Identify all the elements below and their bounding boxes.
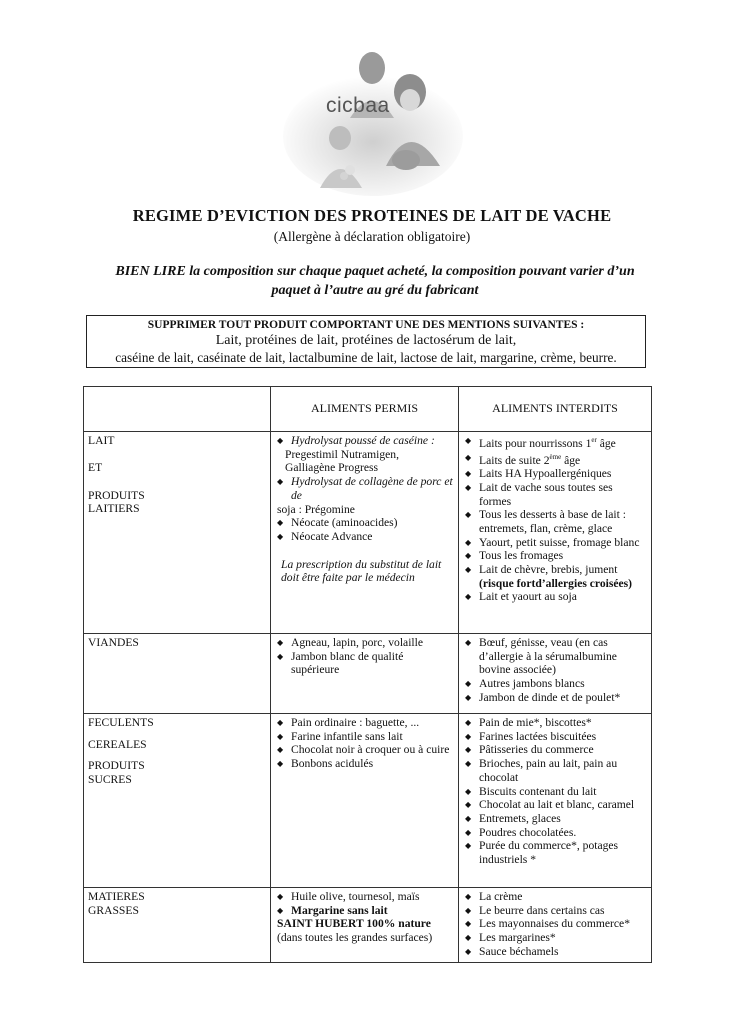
list-item: ◆ Tous les desserts à base de lait : entremets, flan, crème, glace xyxy=(463,508,647,535)
list-item: ◆ Lait de chèvre, brebis, jument xyxy=(463,563,647,577)
list-item: ◆ Jambon de dinde et de poulet* xyxy=(463,691,647,705)
mentions-line-1: Lait, protéines de lait, protéines de lactosérum de lait, xyxy=(215,333,517,348)
header-category xyxy=(84,387,271,432)
warning-text: la composition sur chaque paquet acheté, la composition pouvant varier d’un paquet à l’autre au gré du fabricant xyxy=(185,264,635,298)
list-item: soja : Prégomine xyxy=(277,502,355,516)
allowed-cell xyxy=(271,634,459,714)
list-item: ◆ Pain ordinaire : baguette, ... xyxy=(275,716,454,730)
warning-emphasis: BIEN LIRE xyxy=(115,264,186,279)
category-label: FECULENTS xyxy=(88,716,154,729)
forbidden-cell xyxy=(459,888,652,963)
list-item: ◆ Biscuits contenant du lait xyxy=(463,785,647,799)
category-label: PRODUITS LAITIERS xyxy=(88,488,145,516)
table-row-meats xyxy=(84,634,652,714)
list-item: ◆ Brioches, pain au lait, pain au chocolat xyxy=(463,757,647,784)
header-allowed: ALIMENTS PERMIS xyxy=(271,387,459,432)
category-label: VIANDES xyxy=(88,636,139,649)
mentions-line-2: caséine de lait, caséinate de lait, lactalbumine de lait, lactose de lait, margarine, crème, beurre. xyxy=(115,350,617,365)
mentions-heading: SUPPRIMER TOUT PRODUIT COMPORTANT UNE DES MENTIONS SUIVANTES : xyxy=(147,319,585,331)
list-item: (dans toutes les grandes surfaces) xyxy=(277,931,433,945)
list-item: ◆ Agneau, lapin, porc, volaille xyxy=(275,636,454,650)
list-item: ◆ Farine infantile sans lait xyxy=(275,730,454,744)
page-subtitle: (Allergène à déclaration obligatoire) xyxy=(273,229,471,244)
list-item: ◆ Yaourt, petit suisse, fromage blanc xyxy=(463,536,647,550)
list-item: ◆ Poudres chocolatées. xyxy=(463,826,647,840)
category-label: LAIT xyxy=(88,434,115,447)
list-item: Galliagène Progress xyxy=(285,461,379,475)
list-item: ◆ Hydrolysat poussé de caséine : xyxy=(275,434,454,448)
list-item: ◆ Laits de suite 2ème âge xyxy=(463,451,647,468)
forbidden-cell xyxy=(459,714,652,888)
list-item: SAINT HUBERT 100% nature xyxy=(277,917,431,931)
prescription-note: La prescription du substitut de lait doit être faite par le médecin xyxy=(281,557,442,585)
list-item: ◆ Farines lactées biscuitées xyxy=(463,730,647,744)
cicbaa-logo xyxy=(280,48,466,198)
allowed-cell xyxy=(271,432,459,634)
allowed-cell xyxy=(271,714,459,888)
table-row-starches xyxy=(84,714,652,888)
category-label: CEREALES xyxy=(88,737,147,751)
list-item: ◆ Entremets, glaces xyxy=(463,812,647,826)
list-item: ◆ Le beurre dans certains cas xyxy=(463,904,647,918)
category-cell xyxy=(84,714,271,888)
list-item: ◆ Chocolat au lait et blanc, caramel xyxy=(463,798,647,812)
list-item: ◆ Néocate (aminoacides) xyxy=(275,516,454,530)
logo-text: cicbaa xyxy=(326,94,390,117)
list-item: ◆ Pâtisseries du commerce xyxy=(463,743,647,757)
list-item: ◆ Les margarines* xyxy=(463,931,647,945)
list-item: Pregestimil Nutramigen, xyxy=(285,447,399,461)
list-item: ◆ Les mayonnaises du commerce* xyxy=(463,917,647,931)
category-label: MATIERES GRASSES xyxy=(88,890,145,917)
table-header-row xyxy=(84,387,652,432)
list-item: ◆ Laits pour nourrissons 1er âge xyxy=(463,434,647,451)
list-item: ◆ Pain de mie*, biscottes* xyxy=(463,716,647,730)
allowed-cell xyxy=(271,888,459,963)
list-item: (risque fortd’allergies croisées) xyxy=(479,576,633,590)
list-item: ◆ Tous les fromages xyxy=(463,549,647,563)
list-item: ◆ La crème xyxy=(463,890,647,904)
list-item: ◆ Sauce béchamels xyxy=(463,945,647,959)
list-item: ◆ Autres jambons blancs xyxy=(463,677,647,691)
list-item: ◆ Bœuf, génisse, veau (en cas d’allergie à la sérumalbumine bovine associée) xyxy=(463,636,647,677)
list-item: ◆ Chocolat noir à croquer ou à cuire xyxy=(275,743,454,757)
list-item: ◆ Laits HA Hypoallergéniques xyxy=(463,467,647,481)
list-item: ◆ Purée du commerce*, potages industriels * xyxy=(463,839,647,866)
logo-illustration xyxy=(280,48,466,198)
page-title: REGIME D’EVICTION DES PROTEINES DE LAIT DE VACHE xyxy=(132,206,612,225)
list-item: ◆ Hydrolysat de collagène de porc et de xyxy=(275,475,454,502)
table-row-dairy xyxy=(84,432,652,634)
category-cell xyxy=(84,432,271,634)
category-label: ET xyxy=(88,461,103,475)
list-item: ◆ Huile olive, tournesol, maïs xyxy=(275,890,454,904)
list-item: ◆ Jambon blanc de qualité supérieure xyxy=(275,650,454,677)
category-cell xyxy=(84,634,271,714)
list-item: ◆ Bonbons acidulés xyxy=(275,757,454,771)
list-item: ◆ Margarine sans lait xyxy=(275,904,454,918)
forbidden-cell xyxy=(459,432,652,634)
forbidden-cell xyxy=(459,634,652,714)
list-item: ◆ Lait de vache sous toutes ses formes xyxy=(463,481,647,508)
diet-table xyxy=(83,386,652,963)
table-row-fats xyxy=(84,888,652,963)
header-forbidden: ALIMENTS INTERDITS xyxy=(459,387,652,432)
list-item: ◆ Néocate Advance xyxy=(275,530,454,544)
list-item: ◆ Lait et yaourt au soja xyxy=(463,590,647,604)
mentions-box xyxy=(86,315,646,368)
category-label: PRODUITS SUCRES xyxy=(88,759,145,787)
reading-warning xyxy=(110,262,640,300)
category-cell xyxy=(84,888,271,963)
